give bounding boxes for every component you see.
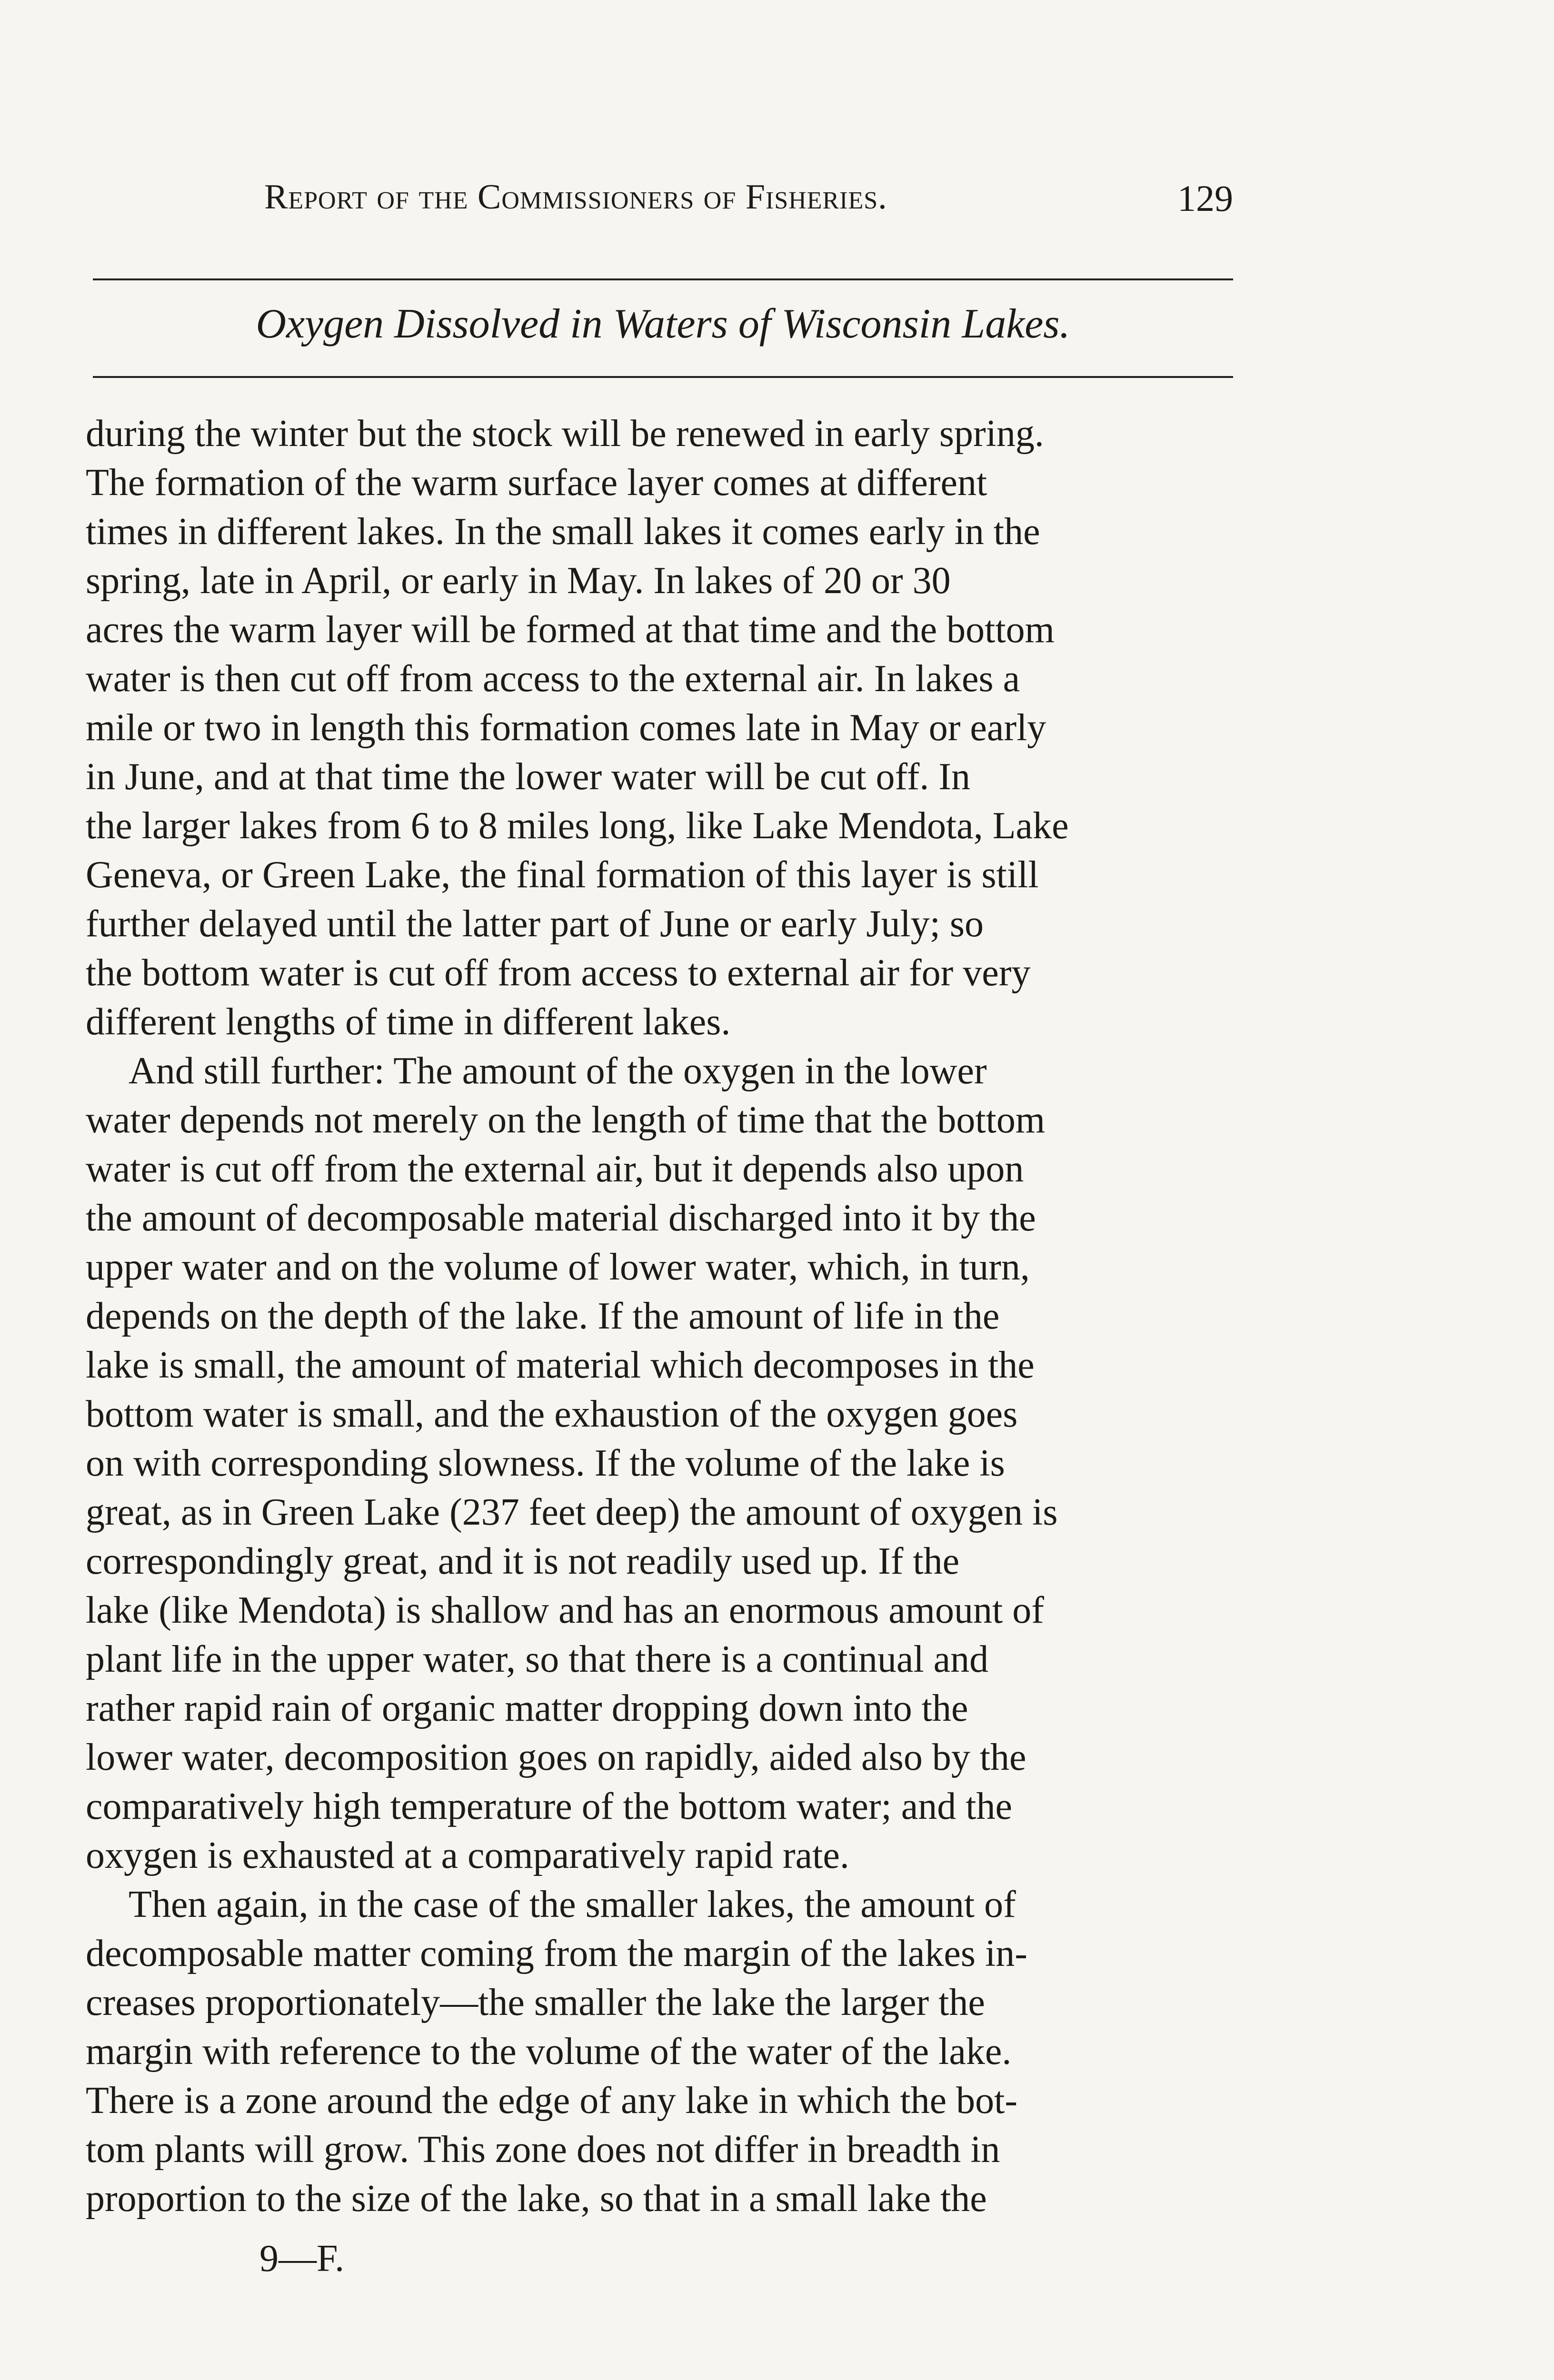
text-line: bottom water is small, and the exhaustion of the oxygen goes	[86, 1393, 1018, 1435]
text-line: on with corresponding slowness. If the volume of the lake is	[86, 1442, 1005, 1484]
text-line: great, as in Green Lake (237 feet deep) the amount of oxygen is	[86, 1491, 1058, 1533]
text-line: decomposable matter coming from the margin of the lakes in-	[86, 1933, 1027, 1974]
text-line: upper water and on the volume of lower water, which, in turn,	[86, 1246, 1030, 1288]
text-line: water depends not merely on the length of time that the bottom	[86, 1099, 1046, 1141]
text-line: oxygen is exhausted at a comparatively rapid rate.	[86, 1835, 849, 1876]
text-line: during the winter but the stock will be renewed in early spring.	[86, 413, 1044, 455]
text-line: different lengths of time in different lakes.	[86, 1001, 731, 1043]
text-line: creases proportionately—the smaller the lake the larger the	[86, 1982, 985, 2023]
text-line: lake is small, the amount of material which decomposes in the	[86, 1344, 1035, 1386]
header-rule-bottom	[93, 376, 1233, 378]
paragraph-start-line: And still further: The amount of the oxygen in the lower	[129, 1050, 987, 1092]
text-line: spring, late in April, or early in May. In lakes of 20 or 30	[86, 560, 951, 602]
paragraph-start-line: Then again, in the case of the smaller lakes, the amount of	[129, 1884, 1016, 1925]
text-line: correspondingly great, and it is not readily used up. If the	[86, 1540, 960, 1582]
text-line: depends on the depth of the lake. If the amount of life in the	[86, 1295, 1000, 1337]
text-line: water is cut off from the external air, but it depends also upon	[86, 1148, 1024, 1190]
text-line: There is a zone around the edge of any lake in which the bot-	[86, 2080, 1018, 2122]
text-line: the bottom water is cut off from access to external air for very	[86, 952, 1031, 994]
text-line: plant life in the upper water, so that there is a continual and	[86, 1638, 989, 1680]
text-line: tom plants will grow. This zone does not differ in breadth in	[86, 2129, 1000, 2171]
text-line: the amount of decomposable material discharged into it by the	[86, 1197, 1036, 1239]
text-line: the larger lakes from 6 to 8 miles long, like Lake Mendota, Lake	[86, 805, 1069, 847]
text-line: lower water, decomposition goes on rapidly, aided also by the	[86, 1736, 1026, 1778]
text-line: rather rapid rain of organic matter dropping down into the	[86, 1687, 968, 1729]
body-text	[86, 409, 1233, 2223]
text-line: The formation of the warm surface layer comes at different	[86, 462, 987, 504]
text-line: further delayed until the latter part of June or early July; so	[86, 903, 984, 945]
signature-mark: 9—F.	[259, 2238, 345, 2280]
section-title: Oxygen Dissolved in Waters of Wisconsin Lakes.	[256, 301, 1070, 347]
text-line: lake (like Mendota) is shallow and has an enormous amount of	[86, 1589, 1044, 1631]
text-line: comparatively high temperature of the bottom water; and the	[86, 1785, 1012, 1827]
page-number: 129	[1177, 178, 1233, 219]
running-title: Report of the Commissioners of Fisheries.	[264, 178, 887, 217]
text-line: in June, and at that time the lower water will be cut off. In	[86, 756, 970, 798]
text-line: times in different lakes. In the small lakes it comes early in the	[86, 511, 1040, 553]
running-head	[264, 177, 1233, 229]
text-line: Geneva, or Green Lake, the final formation of this layer is still	[86, 854, 1039, 896]
text-line: water is then cut off from access to the external air. In lakes a	[86, 658, 1020, 700]
text-line: acres the warm layer will be formed at that time and the bottom	[86, 609, 1055, 651]
header-rule-top	[93, 278, 1233, 280]
text-line: mile or two in length this formation comes late in May or early	[86, 707, 1046, 749]
text-line: proportion to the size of the lake, so that in a small lake the	[86, 2178, 987, 2220]
text-line: margin with reference to the volume of the water of the lake.	[86, 2031, 1012, 2073]
